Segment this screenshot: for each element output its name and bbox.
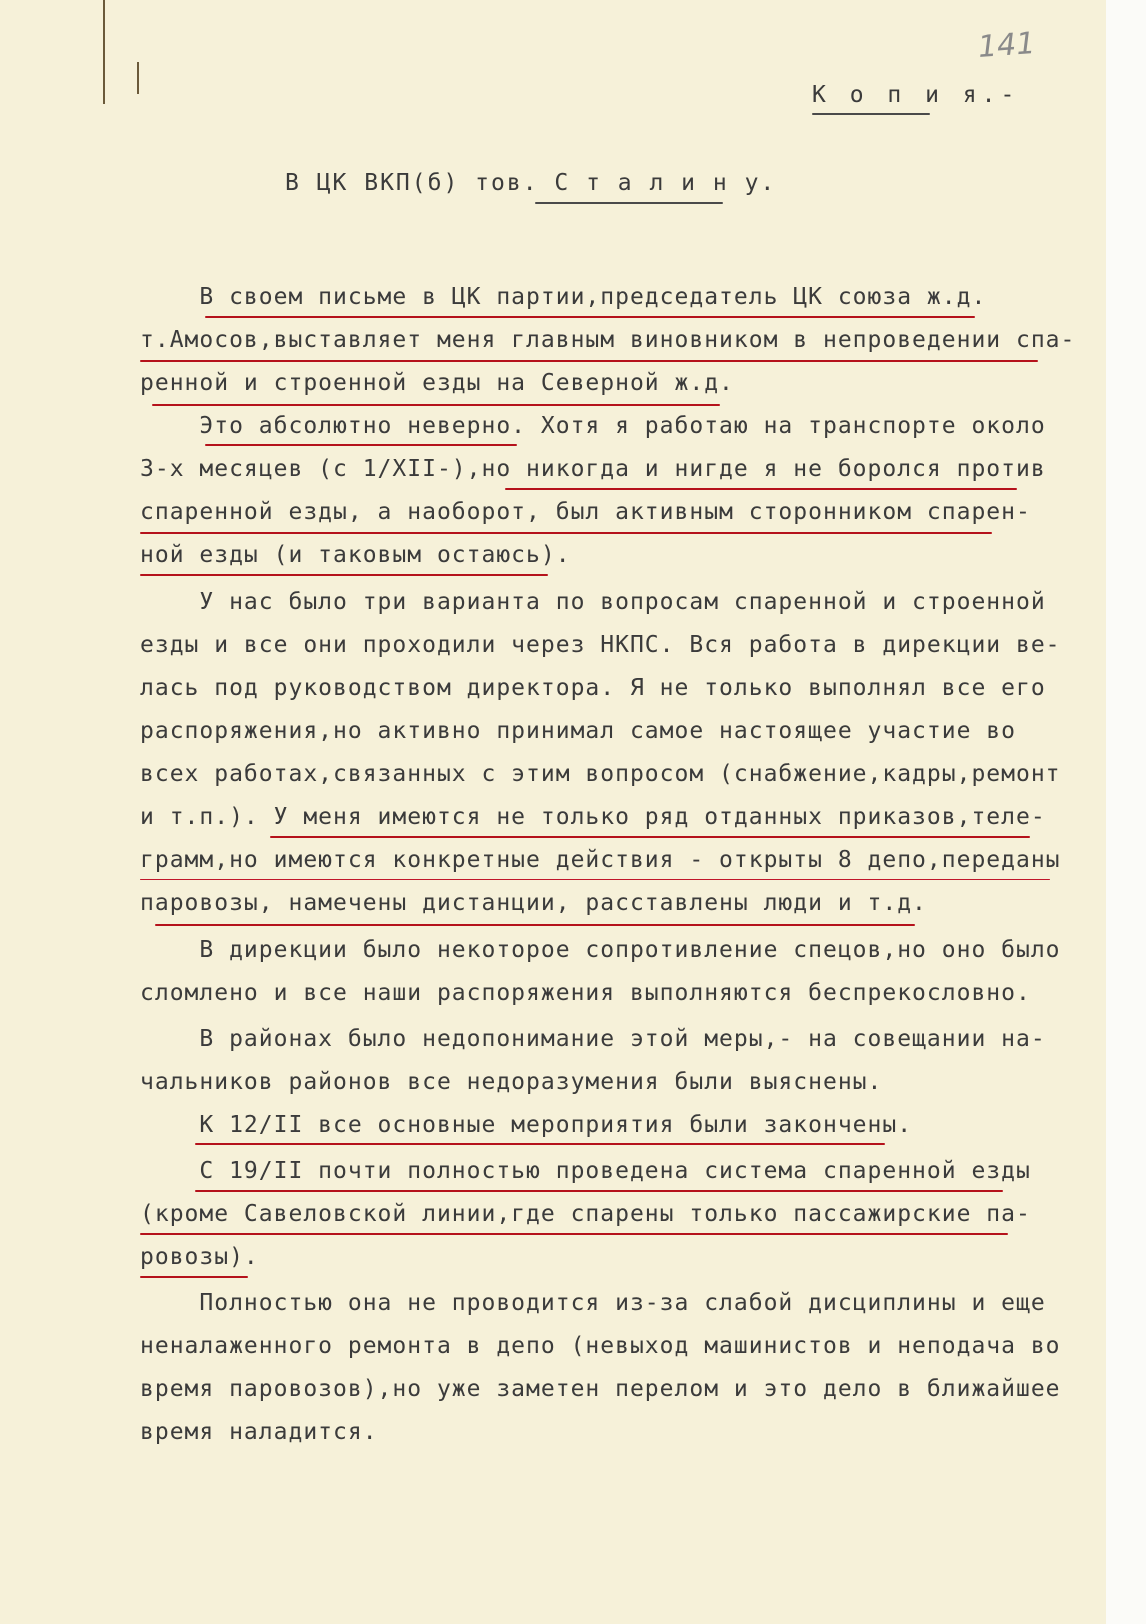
red-underline: [195, 1190, 1003, 1192]
text-line: езды и все они проходили через НКПС. Вся работа в дирекции ве-: [140, 632, 1061, 658]
red-underline: [140, 1233, 1008, 1235]
red-underline: [205, 444, 517, 446]
addressee-underline: [535, 202, 723, 204]
red-underline: [205, 316, 975, 318]
text-line: У нас было три варианта по вопросам спаренной и строенной: [140, 589, 1046, 615]
text-line: всех работах,связанных с этим вопросом (снабжение,кадры,ремонт: [140, 761, 1061, 787]
text-line: ровозы).: [140, 1244, 259, 1270]
text-line: т.Амосов,выставляет меня главным виновником в непроведении спа-: [140, 327, 1076, 353]
text-line: ренной и строенной езды на Северной ж.д.: [140, 370, 734, 396]
text-line: ной езды (и таковым остаюсь).: [140, 542, 571, 568]
text-line: сломлено и все наши распоряжения выполняются беспрекословно.: [140, 980, 1031, 1006]
text-line: паровозы, намечены дистанции, расставлены люди и т.д.: [140, 890, 927, 916]
text-line: чальников районов все недоразумения были выяснены.: [140, 1069, 883, 1095]
text-line: грамм,но имеются конкретные действия - открыты 8 депо,переданы: [140, 847, 1061, 873]
text-line: время наладится.: [140, 1419, 378, 1445]
text-line: время паровозов),но уже заметен перелом и это дело в ближайшее: [140, 1376, 1061, 1402]
text-line: Полностью она не проводится из-за слабой дисциплины и еще: [140, 1290, 1046, 1316]
text-line: лась под руководством директора. Я не только выполнял все его: [140, 675, 1046, 701]
scan-margin: [1106, 0, 1146, 1624]
text-line: В дирекции было некоторое сопротивление спецов,но оно было: [140, 937, 1061, 963]
red-underline: [195, 1143, 885, 1145]
text-line: 3-х месяцев (с 1/XII-),но никогда и нигде я не боролся против: [140, 456, 1046, 482]
binding-mark: [103, 0, 105, 104]
text-line: С 19/II почти полностью проведена система спаренной езды: [140, 1158, 1031, 1184]
text-line: (кроме Савеловской линии,где спарены только пассажирские па-: [140, 1201, 1031, 1227]
text-line: распоряжения,но активно принимал самое настоящее участие во: [140, 718, 1016, 744]
text-line: спаренной езды, а наоборот, был активным сторонником спарен-: [140, 499, 1031, 525]
text-line: и т.п.). У меня имеются не только ряд отданных приказов,теле-: [140, 804, 1046, 830]
copy-mark: К о п и я.-: [812, 82, 1020, 108]
text-line: К 12/II все основные мероприятия были закончены.: [140, 1112, 913, 1138]
text-line: В своем письме в ЦК партии,председатель ЦК союза ж.д.: [140, 284, 987, 310]
red-underline: [155, 924, 915, 926]
text-line: В районах было недопонимание этой меры,- на совещании на-: [140, 1026, 1046, 1052]
red-underline: [140, 879, 1050, 880]
red-underline: [505, 488, 1017, 490]
text-line: Это абсолютно неверно. Хотя я работаю на транспорте около: [140, 413, 1046, 439]
addressee: В ЦК ВКП(б) тов. С т а л и н у.: [285, 170, 777, 196]
red-underline: [140, 1276, 248, 1278]
red-underline: [270, 836, 1030, 838]
copy-underline: [812, 113, 930, 115]
binding-mark: [137, 62, 139, 94]
red-underline: [140, 532, 992, 534]
red-underline: [140, 360, 1038, 362]
red-underline: [140, 574, 548, 576]
page-number: 141: [976, 26, 1037, 65]
red-underline: [152, 404, 720, 406]
text-line: неналаженного ремонта в депо (невыход машинистов и неподача во: [140, 1333, 1061, 1359]
